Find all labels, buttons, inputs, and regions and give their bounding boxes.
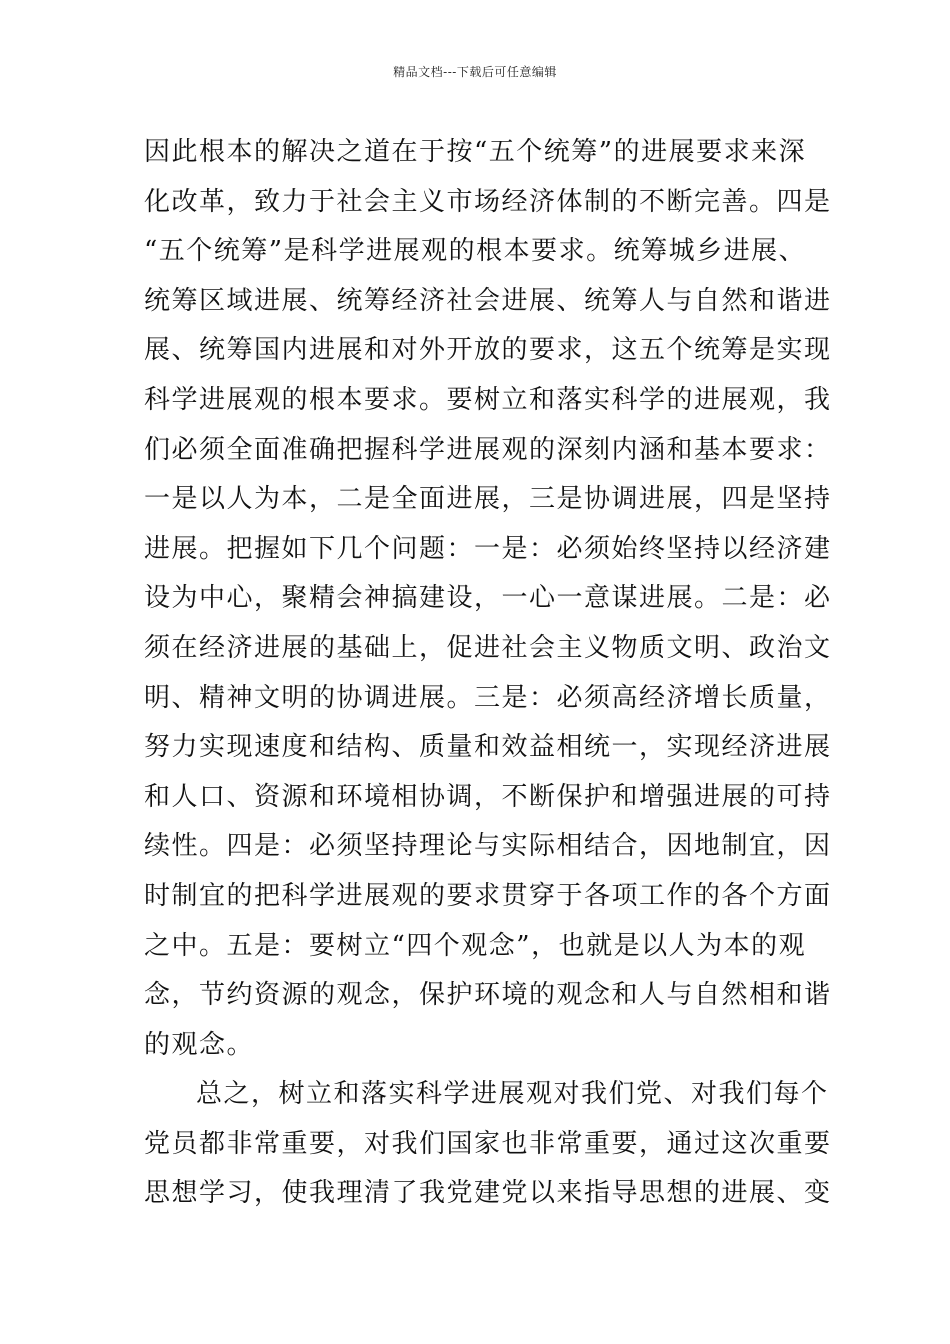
paragraph-line: 进展。把握如下几个问题：一是：必须始终坚持以经济建 xyxy=(144,533,832,564)
paragraph-line: 思想学习，使我理清了我党建党以来指导思想的进展、变 xyxy=(144,1178,832,1209)
page-header: 精品文档---下载后可任意编辑 xyxy=(393,65,557,79)
paragraph-line: 之中。五是：要树立“四个观念”，也就是以人为本的观 xyxy=(144,930,807,961)
paragraph-line: 科学进展观的根本要求。要树立和落实科学的进展观，我 xyxy=(144,384,832,415)
paragraph-line: 明、精神文明的协调进展。三是：必须高经济增长质量， xyxy=(144,682,832,713)
paragraph-1 xyxy=(144,128,832,1070)
paragraph-line: 党员都非常重要，对我们国家也非常重要，通过这次重要 xyxy=(144,1128,832,1159)
paragraph-line: 努力实现速度和结构、质量和效益相统一，实现经济进展 xyxy=(144,732,832,763)
paragraph-line: 因此根本的解决之道在于按“五个统筹”的进展要求来深 xyxy=(144,137,807,167)
paragraph-line: 的观念。 xyxy=(144,1029,255,1060)
paragraph-line: 须在经济进展的基础上，促进社会主义物质文明、政治文 xyxy=(144,632,832,663)
paragraph-line: “五个统筹”是科学进展观的根本要求。统筹城乡进展、 xyxy=(144,236,807,267)
paragraph-line: 化改革，致力于社会主义市场经济体制的不断完善。四是 xyxy=(144,186,832,217)
paragraph-line: 统筹区域进展、统筹经济社会进展、统筹人与自然和谐进 xyxy=(144,285,832,316)
paragraph-line: 一是以人为本，二是全面进展，三是协调进展，四是坚持 xyxy=(144,484,832,515)
paragraph-line: 展、统筹国内进展和对外开放的要求，这五个统筹是实现 xyxy=(144,335,832,366)
paragraph-line: 们必须全面准确把握科学进展观的深刻内涵和基本要求： xyxy=(144,434,832,465)
paragraph-line: 念，节约资源的观念，保护环境的观念和人与自然相和谐 xyxy=(144,980,832,1011)
paragraph-line: 总之，树立和落实科学进展观对我们党、对我们每个 xyxy=(196,1079,829,1110)
paragraph-line: 设为中心，聚精会神搞建设，一心一意谋进展。二是：必 xyxy=(144,583,832,614)
body-text xyxy=(144,128,832,1219)
paragraph-line: 和人口、资源和环境相协调，不断保护和增强进展的可持 xyxy=(144,781,832,812)
paragraph-2 xyxy=(144,1070,832,1219)
paragraph-line: 时制宜的把科学进展观的要求贯穿于各项工作的各个方面 xyxy=(144,880,832,911)
paragraph-line: 续性。四是：必须坚持理论与实际相结合，因地制宜，因 xyxy=(144,831,832,862)
